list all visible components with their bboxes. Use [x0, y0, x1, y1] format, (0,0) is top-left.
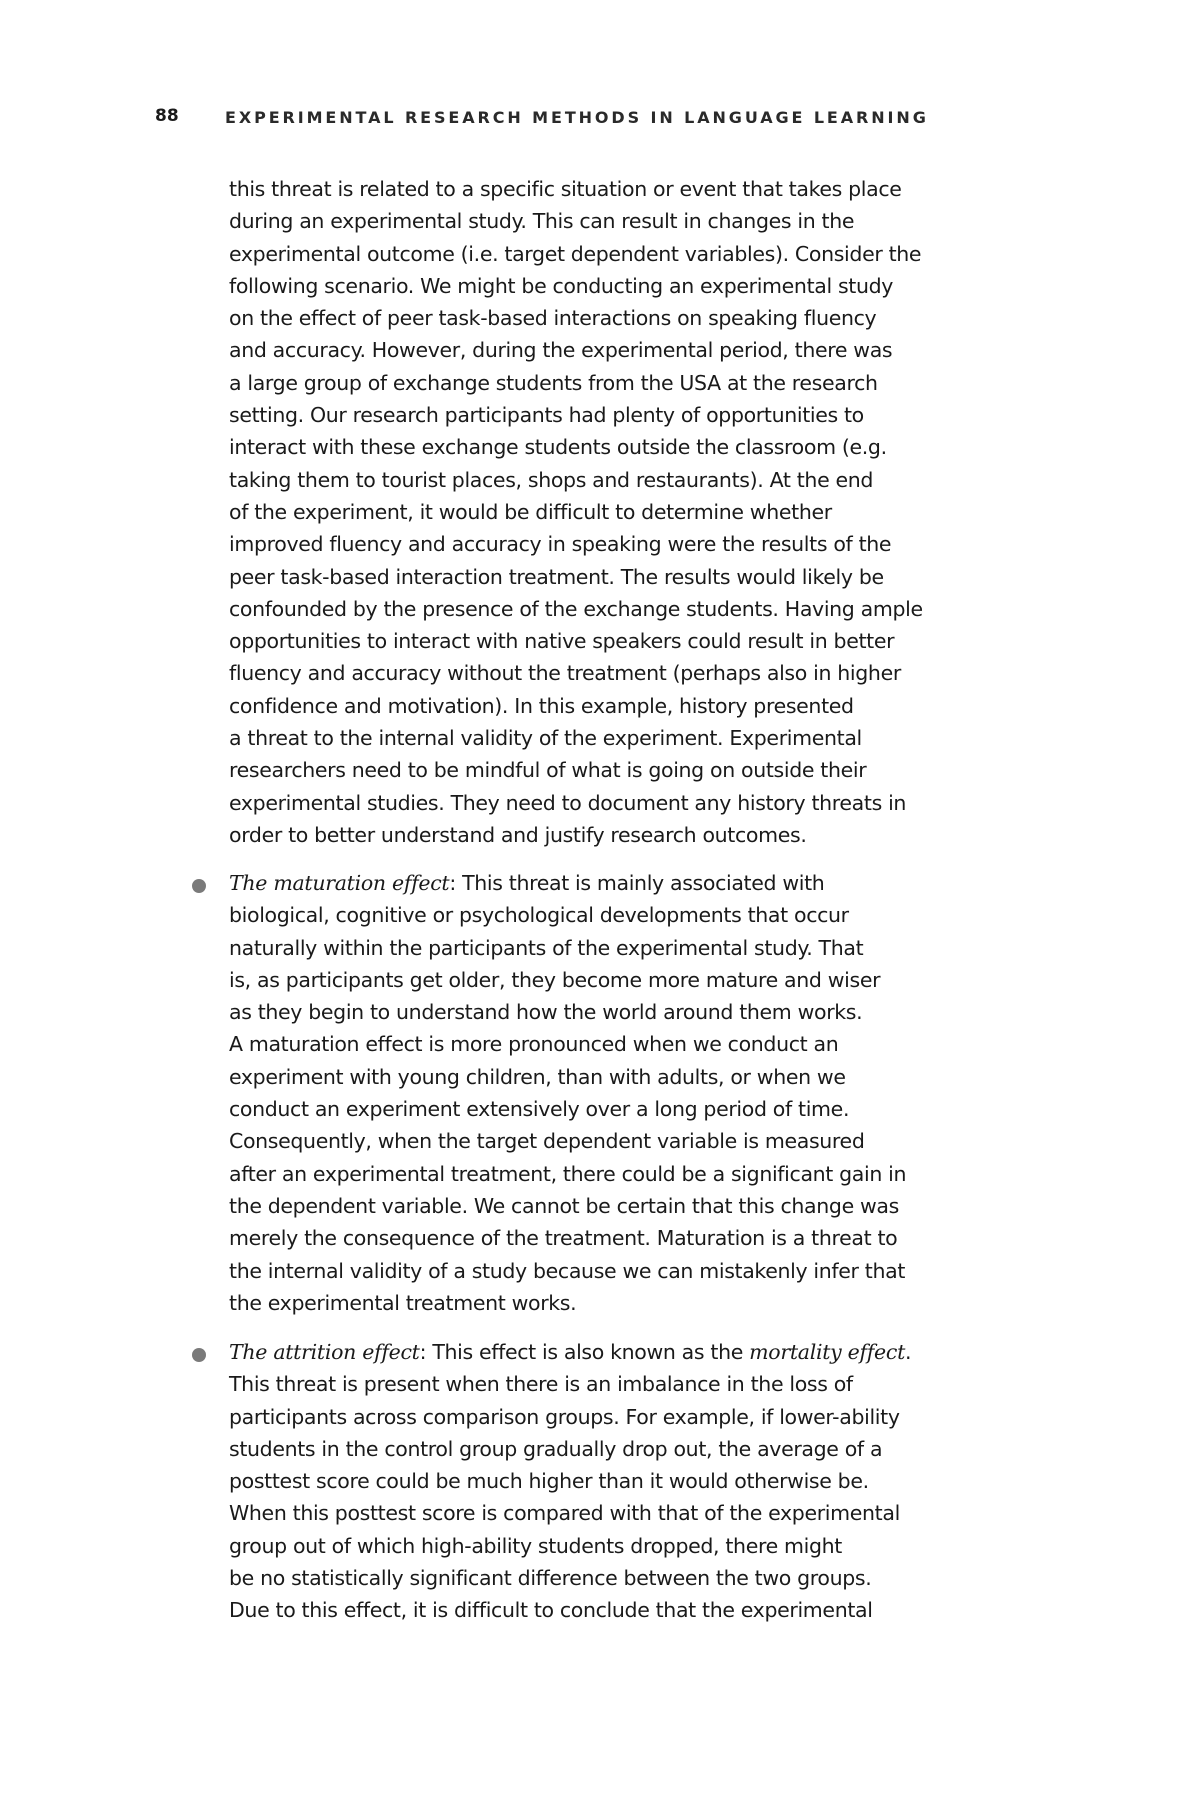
- text-line: students in the control group gradually drop out, the average of a: [229, 1436, 883, 1461]
- text-line: biological, cognitive or psychological developments that occur: [229, 903, 849, 928]
- text-line: this threat is related to a specific situation or event that takes place: [229, 177, 902, 201]
- text-line: When this posttest score is compared with that of the experimental: [229, 1501, 900, 1526]
- text-line: Due to this effect, it is difficult to conclude that the experimental: [229, 1598, 873, 1623]
- bullet-icon: [192, 1348, 206, 1362]
- text-line: the experimental treatment works.: [229, 1290, 577, 1315]
- bullet-item-attrition: [229, 1336, 1029, 1627]
- text-line: naturally within the participants of the experimental study. That: [229, 935, 864, 960]
- text-line: during an experimental study. This can result in changes in the: [229, 209, 855, 234]
- text-line: Consequently, when the target dependent variable is measured: [229, 1129, 865, 1154]
- text-line: improved fluency and accuracy in speaking were the results of the: [229, 532, 892, 557]
- text-line: This threat is present when there is an imbalance in the loss of: [229, 1372, 853, 1397]
- text-line: and accuracy. However, during the experimental period, there was: [229, 338, 893, 363]
- text-line: after an experimental treatment, there could be a significant gain in: [229, 1161, 907, 1186]
- text-line: experimental outcome (i.e. target dependent variables). Consider the: [229, 241, 922, 266]
- text-line: confidence and motivation). In this example, history presented: [229, 693, 854, 718]
- attrition-paragraph: [229, 1336, 1029, 1627]
- text-line: opportunities to interact with native speakers could result in better: [229, 629, 895, 654]
- text-line: peer task-based interaction treatment. The results would likely be: [229, 564, 884, 589]
- term-mortality-effect: mortality effect: [749, 1340, 906, 1364]
- maturation-paragraph: [229, 867, 1029, 1319]
- text-line: posttest score could be much higher than it would otherwise be.: [229, 1469, 869, 1494]
- bullet-item-maturation: [229, 867, 1029, 1319]
- text-line: [229, 1336, 1029, 1368]
- text-run: .: [905, 1340, 912, 1364]
- text-line: group out of which high-ability students dropped, there might: [229, 1533, 842, 1558]
- text-line: A maturation effect is more pronounced when we conduct an: [229, 1032, 839, 1057]
- text-line: conduct an experiment extensively over a long period of time.: [229, 1097, 850, 1122]
- running-head: [155, 106, 929, 127]
- text-line: [229, 867, 1029, 899]
- text-line: merely the consequence of the treatment. Maturation is a threat to: [229, 1226, 898, 1251]
- text-line: on the effect of peer task-based interactions on speaking fluency: [229, 306, 877, 331]
- text-line: participants across comparison groups. For example, if lower-ability: [229, 1404, 900, 1429]
- term-maturation-effect: The maturation effect: [229, 871, 450, 895]
- text-line: the dependent variable. We cannot be certain that this change was: [229, 1193, 899, 1218]
- page-number: 88: [155, 106, 179, 126]
- term-attrition-effect: The attrition effect: [229, 1340, 420, 1364]
- text-line: a large group of exchange students from the USA at the research: [229, 370, 878, 395]
- text-line: researchers need to be mindful of what is going on outside their: [229, 758, 867, 783]
- text-line: interact with these exchange students outside the classroom (e.g.: [229, 435, 887, 460]
- text-line: taking them to tourist places, shops and restaurants). At the end: [229, 467, 874, 492]
- text-line: a threat to the internal validity of the experiment. Experimental: [229, 726, 862, 751]
- text-line: order to better understand and justify research outcomes.: [229, 822, 807, 847]
- continuation-paragraph: [229, 173, 1029, 851]
- text-line: experiment with young children, than with adults, or when we: [229, 1064, 846, 1089]
- text-line: confounded by the presence of the exchange students. Having ample: [229, 596, 923, 621]
- text-line: be no statistically significant difference between the two groups.: [229, 1566, 872, 1591]
- text-line: of the experiment, it would be difficult to determine whether: [229, 499, 832, 524]
- text-run: : This effect is also known as the: [419, 1340, 750, 1364]
- text-line: is, as participants get older, they become more mature and wiser: [229, 967, 881, 992]
- text-line: following scenario. We might be conducting an experimental study: [229, 273, 894, 298]
- text-run: : This threat is mainly associated with: [449, 871, 825, 895]
- text-line: experimental studies. They need to document any history threats in: [229, 790, 907, 815]
- text-line: as they begin to understand how the world around them works.: [229, 1000, 863, 1025]
- text-line: the internal validity of a study because we can mistakenly infer that: [229, 1258, 906, 1283]
- bullet-icon: [192, 879, 206, 893]
- text-line: setting. Our research participants had plenty of opportunities to: [229, 403, 864, 428]
- book-title: EXPERIMENTAL RESEARCH METHODS IN LANGUAGE LEARNING: [225, 108, 929, 127]
- text-line: fluency and accuracy without the treatment (perhaps also in higher: [229, 661, 901, 686]
